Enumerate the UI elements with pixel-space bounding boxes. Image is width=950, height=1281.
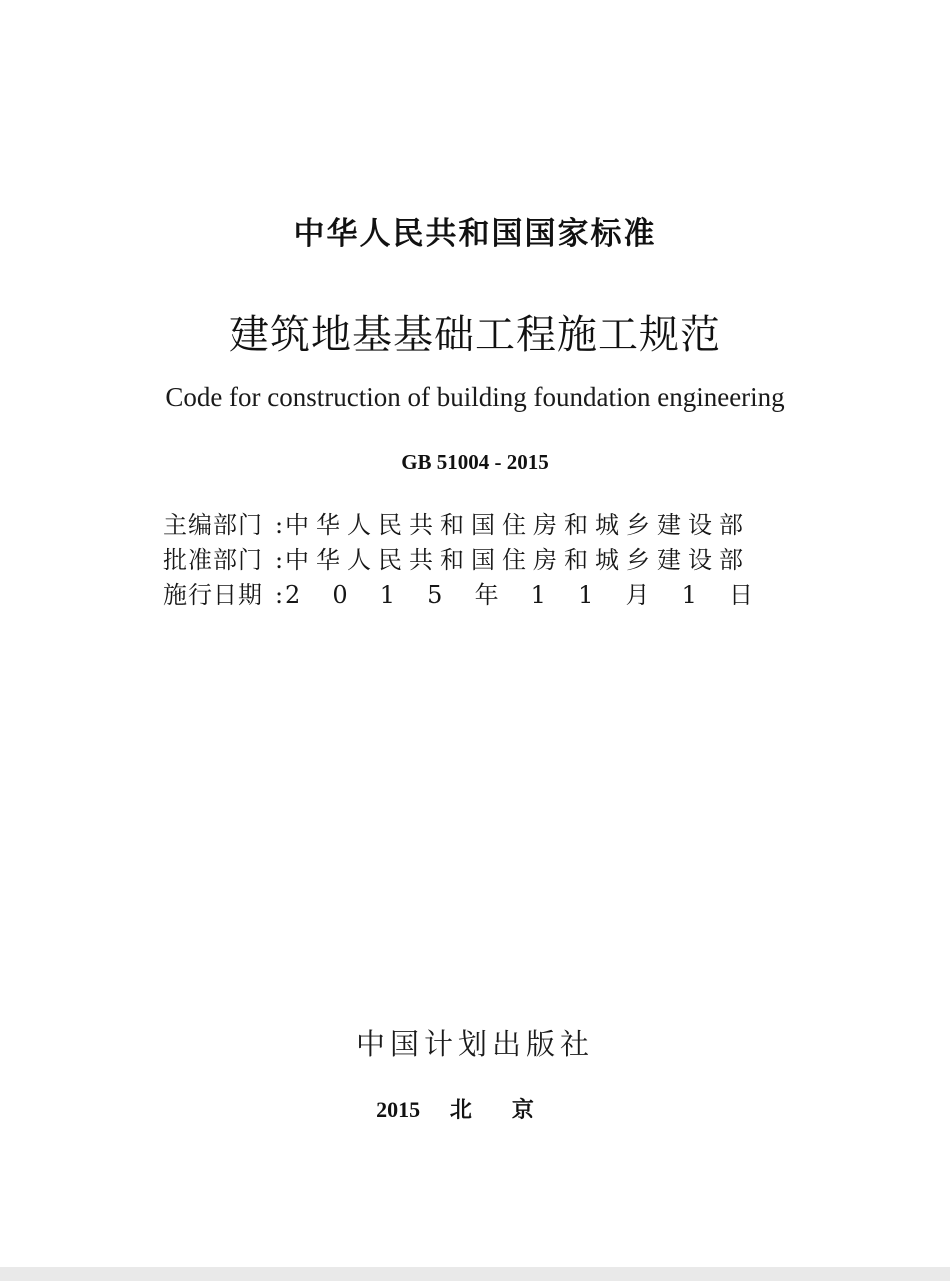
editor-value: 中华人民共和国住房和城乡建设部 [285,511,750,539]
imprint-line [0,1093,950,1124]
scan-edge-strip [0,1267,950,1281]
approver-row [163,543,753,578]
effective-date-value [285,578,753,613]
publisher-name: 中国计划出版社 [355,1027,594,1061]
english-title: Code for construction of building foundation engineering [165,382,785,412]
editor-label: 主编部门 [163,511,263,539]
approver-colon: : [275,546,284,574]
approver-label: 批准部门 [163,546,263,574]
standard-number: GB 51004 - 2015 [401,450,549,474]
document-title: 建筑地基基础工程施工规范 [229,312,721,358]
approver-value: 中华人民共和国住房和城乡建设部 [285,546,750,574]
date-part: 1 [530,581,546,609]
date-part: 年 [474,581,499,609]
publication-year: 2015 [376,1097,421,1122]
date-part: 1 [681,581,697,609]
date-part: 0 [332,581,348,609]
date-part: 5 [427,581,443,609]
effective-date-colon: : [275,581,284,609]
date-part: 1 [578,581,594,609]
issuance-info [163,508,753,613]
date-part: 1 [379,581,396,609]
effective-date-label: 施行日期 [163,581,263,609]
publication-city: 北京 [449,1097,574,1123]
national-standard-heading: 中华人民共和国国家标准 [293,216,657,252]
date-part: 日 [728,581,753,609]
effective-date-row [163,578,753,613]
editor-colon: : [275,511,284,539]
editor-row [163,508,753,543]
date-part: 月 [625,581,650,609]
date-part: 2 [285,581,301,609]
